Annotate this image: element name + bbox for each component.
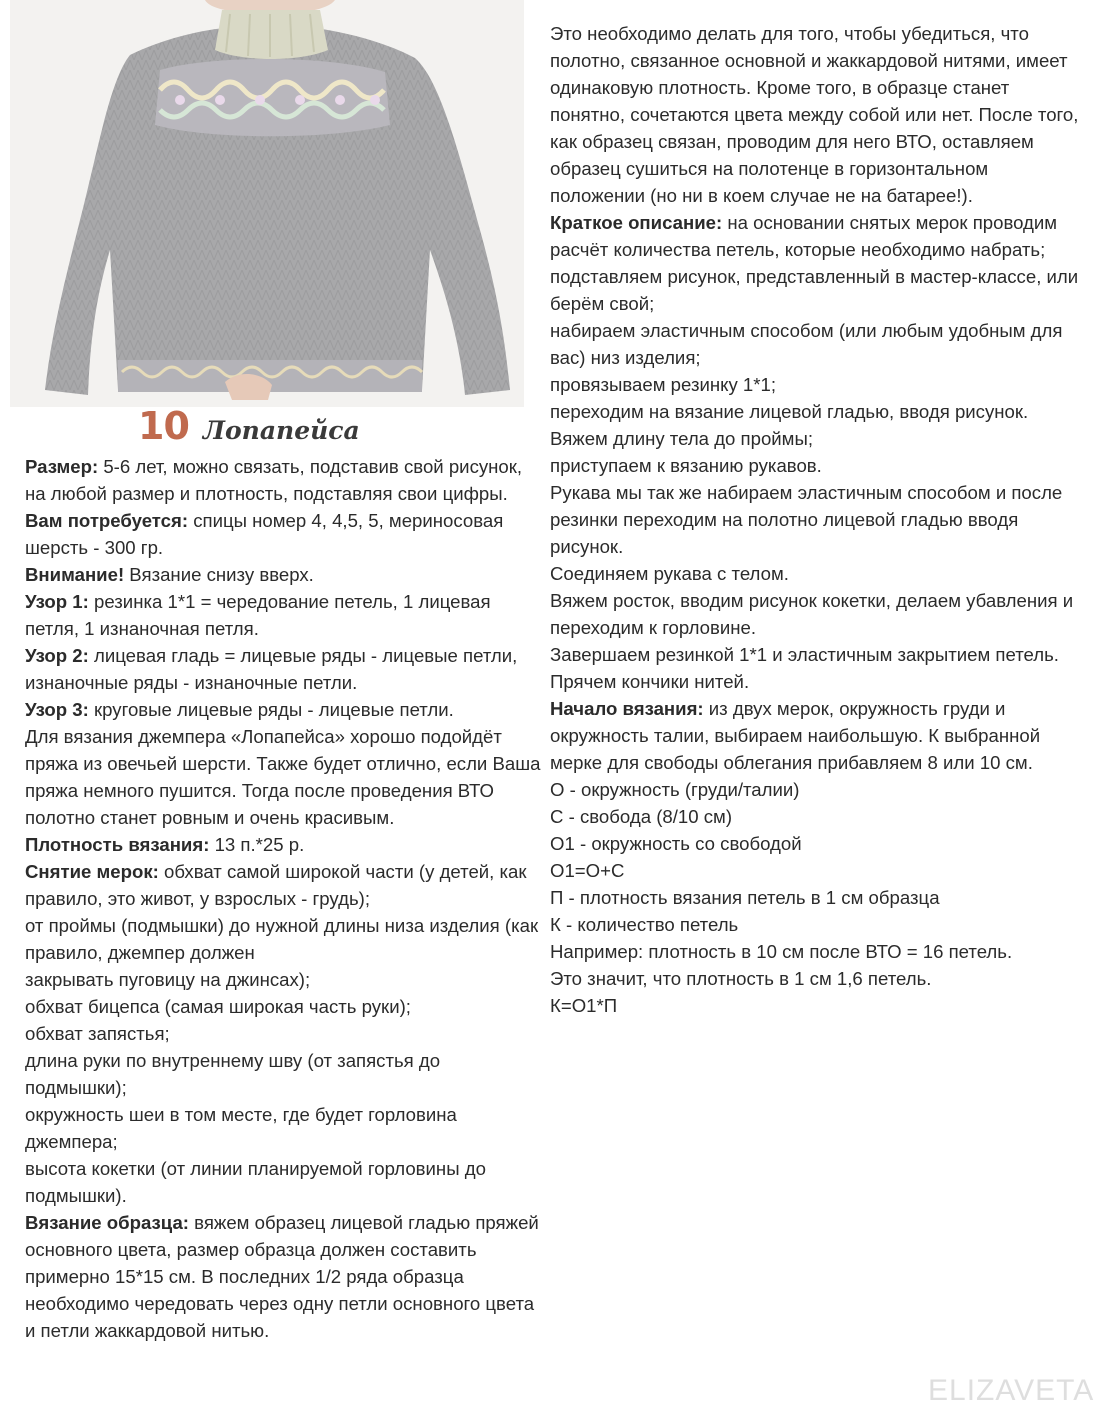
paragraph-text: вяжем образец лицевой гладью пряжей основного цвета, размер образца должен составить примерно 15*15 см. В последних 1/2 ряда образца необходимо чередовать через одну петли основного цвета и петли жаккардовой нитью. [25, 1212, 539, 1341]
paragraph [550, 803, 1080, 830]
paragraph-text: закрывать пуговицу на джинсах); [25, 969, 311, 990]
paragraph-text: набираем эластичным способом (или любым удобным для вас) низ изделия; [550, 320, 1063, 368]
paragraph-label: Узор 3: [25, 699, 89, 720]
paragraph [550, 479, 1080, 560]
paragraph-text: обхват бицепса (самая широкая часть руки); [25, 996, 411, 1017]
paragraph-text: из двух мерок, окружность груди и окружность талии, выбираем наибольшую. К выбранной мерке для свободы облегания прибавляем 8 или 10 см. [550, 698, 1041, 773]
paragraph [25, 1155, 545, 1209]
paragraph [25, 1020, 545, 1047]
paragraph [550, 317, 1080, 371]
paragraph [25, 831, 545, 858]
paragraph [550, 20, 1080, 209]
paragraph [550, 560, 1080, 587]
paragraph [25, 912, 545, 966]
paragraph [25, 723, 545, 831]
paragraph-label: Узор 1: [25, 591, 89, 612]
paragraph-text: спицы номер 4, 4,5, 5, мериносовая шерсть - 300 гр. [25, 510, 504, 558]
paragraph-label: Внимание! [25, 564, 125, 585]
paragraph-text: высота кокетки (от линии планируемой горловины до подмышки). [25, 1158, 486, 1206]
paragraph-text: О1 - окружность со свободой [550, 833, 802, 854]
paragraph [550, 263, 1080, 317]
paragraph-text: 13 п.*25 р. [209, 834, 305, 855]
paragraph-label: Вам потребуется: [25, 510, 189, 531]
paragraph [550, 641, 1080, 668]
paragraph-text: Вязание снизу вверх. [124, 564, 314, 585]
paragraph-text: подставляем рисунок, представленный в мастер-классе, или берём свой; [550, 266, 1079, 314]
pattern-title: Лопапейса [202, 416, 360, 445]
paragraph [550, 965, 1080, 992]
paragraph-text: переходим на вязание лицевой гладью, вводя рисунок. [550, 401, 1029, 422]
paragraph [25, 561, 545, 588]
paragraph [550, 587, 1080, 641]
paragraph-text: от проймы (подмышки) до нужной длины низа изделия (как правило, джемпер должен [25, 915, 539, 963]
paragraph-label: Снятие мерок: [25, 861, 159, 882]
watermark: ELIZAVETA [928, 1374, 1095, 1407]
paragraph-text: Завершаем резинкой 1*1 и эластичным закрытием петель. [550, 644, 1059, 665]
left-text-column [25, 453, 545, 1344]
paragraph-label: Узор 2: [25, 645, 89, 666]
paragraph [25, 588, 545, 642]
paragraph-text: окружность шеи в том месте, где будет горловина джемпера; [25, 1104, 457, 1152]
pattern-heading [138, 404, 360, 454]
paragraph-text: приступаем к вязанию рукавов. [550, 455, 822, 476]
paragraph-label: Начало вязания: [550, 698, 704, 719]
paragraph-text: 5-6 лет, можно связать, подставив свой рисунок, на любой размер и плотность, подставляя свои цифры. [25, 456, 523, 504]
paragraph [25, 507, 545, 561]
paragraph [550, 668, 1080, 695]
paragraph [25, 858, 545, 912]
sweater-photo [10, 0, 524, 407]
paragraph-text: Это необходимо делать для того, чтобы убедиться, что полотно, связанное основной и жаккардовой нитями, имеет одинаковую плотность. Кроме того, в образце станет понятно, сочетаются цвета между собой или нет. После того, как образец связан, проводим для него ВТО, оставляем образец сушиться на полотенце в горизонтальном положении (но ни в коем случае не на батарее!). [550, 23, 1079, 206]
paragraph-text: обхват самой широкой части (у детей, как правило, это живот, у взрослых - грудь); [25, 861, 527, 909]
paragraph-text: Вяжем росток, вводим рисунок кокетки, делаем убавления и переходим к горловине. [550, 590, 1074, 638]
paragraph [550, 938, 1080, 965]
paragraph [25, 642, 545, 696]
paragraph [550, 884, 1080, 911]
paragraph [550, 776, 1080, 803]
paragraph [25, 1209, 545, 1344]
paragraph [550, 425, 1080, 452]
paragraph [550, 209, 1080, 263]
paragraph [25, 453, 545, 507]
paragraph-text: Соединяем рукава с телом. [550, 563, 789, 584]
paragraph-label: Вязание образца: [25, 1212, 189, 1233]
paragraph-text: К=О1*П [550, 995, 618, 1016]
paragraph-text: резинка 1*1 = чередование петель, 1 лицевая петля, 1 изнаночная петля. [25, 591, 491, 639]
paragraph [550, 857, 1080, 884]
paragraph-text: С - свобода (8/10 см) [550, 806, 733, 827]
paragraph-text: П - плотность вязания петель в 1 см образца [550, 887, 940, 908]
paragraph-text: круговые лицевые ряды - лицевые петли. [88, 699, 454, 720]
paragraph [550, 911, 1080, 938]
paragraph [550, 695, 1080, 776]
paragraph [550, 830, 1080, 857]
paragraph-text: провязываем резинку 1*1; [550, 374, 777, 395]
paragraph-text: обхват запястья; [25, 1023, 170, 1044]
paragraph-label: Размер: [25, 456, 99, 477]
paragraph-text: Вяжем длину тела до проймы; [550, 428, 813, 449]
pattern-number: 10 [138, 404, 189, 448]
paragraph [25, 993, 545, 1020]
paragraph [25, 966, 545, 993]
paragraph [25, 696, 545, 723]
paragraph-text: длина руки по внутреннему шву (от запястья до подмышки); [25, 1050, 441, 1098]
paragraph-text: Например: плотность в 10 см после ВТО = 16 петель. [550, 941, 1013, 962]
paragraph-label: Плотность вязания: [25, 834, 210, 855]
right-text-column [550, 20, 1080, 1019]
paragraph-text: Рукава мы так же набираем эластичным способом и после резинки переходим на полотно лицевой гладью вводя рисунок. [550, 482, 1063, 557]
paragraph [25, 1101, 545, 1155]
paragraph-text: Это значит, что плотность в 1 см 1,6 петель. [550, 968, 932, 989]
paragraph [550, 452, 1080, 479]
paragraph-text: О1=О+С [550, 860, 625, 881]
paragraph-text: О - окружность (груди/талии) [550, 779, 800, 800]
paragraph-text: лицевая гладь = лицевые ряды - лицевые петли, изнаночные ряды - изнаночные петли. [25, 645, 518, 693]
paragraph [550, 992, 1080, 1019]
paragraph-text: Прячем кончики нитей. [550, 671, 750, 692]
paragraph-text: К - количество петель [550, 914, 739, 935]
paragraph-text: Для вязания джемпера «Лопапейса» хорошо подойдёт пряжа из овечьей шерсти. Также будет отлично, если Ваша пряжа немного пушится. Тогда после проведения ВТО полотно станет ровным и очень красивым. [25, 726, 541, 828]
paragraph-label: Краткое описание: [550, 212, 723, 233]
paragraph [550, 398, 1080, 425]
sweater-illustration [10, 0, 524, 407]
paragraph [550, 371, 1080, 398]
paragraph-text: на основании снятых мерок проводим расчёт количества петель, которые необходимо набрать; [550, 212, 1058, 260]
paragraph [25, 1047, 545, 1101]
